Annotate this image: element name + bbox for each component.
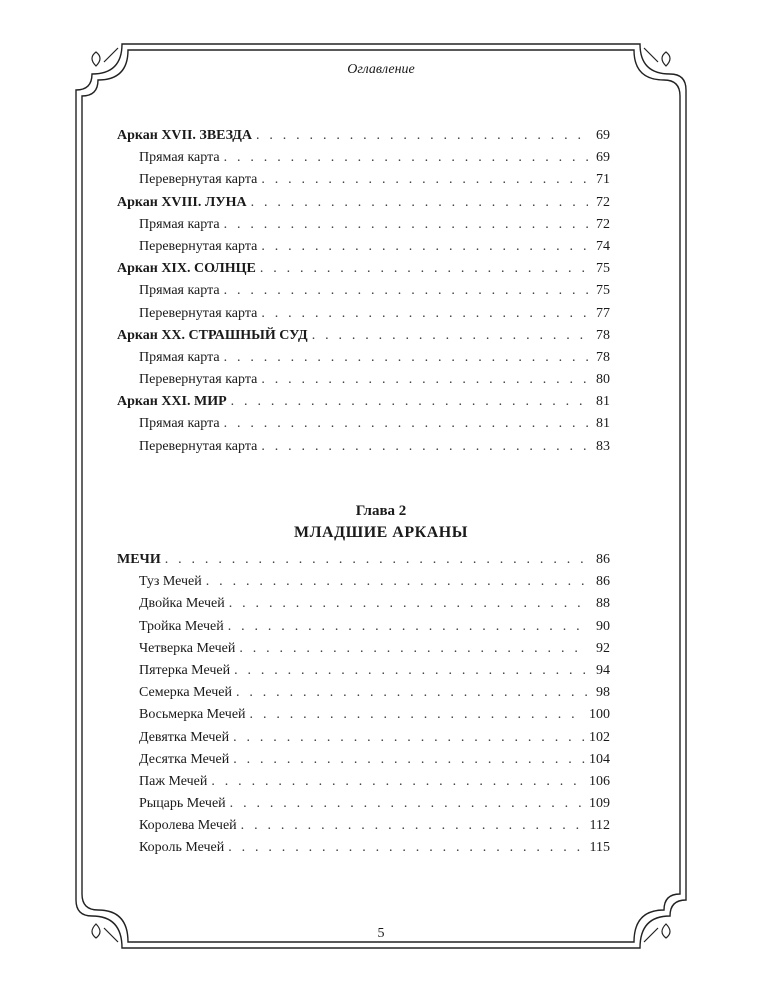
dot-leader [165,552,588,568]
toc-entry-sub [117,796,610,818]
running-header: Оглавление [347,62,415,77]
toc-entry-label: Прямая карта [139,349,220,365]
dot-leader [234,663,588,679]
dot-leader [236,685,588,701]
toc-entry-label: Королева Мечей [139,818,237,834]
chapter-heading [0,500,762,544]
chapter-number: Глава 2 [355,503,407,519]
toc-entry-label: Перевернутая карта [139,305,258,321]
toc-entry-sub [117,641,610,663]
toc-entry-label: Семерка Мечей [139,685,232,701]
toc-entry-label: Перевернутая карта [139,438,258,454]
toc-entry-label: Аркан XVII. ЗВЕЗДА [117,128,252,143]
toc-entry-sub [117,172,610,194]
toc-entry-sub [117,283,610,305]
toc-entry-main [117,195,610,217]
toc-entry-sub [117,239,610,261]
toc-entry-page: 71 [596,172,610,188]
toc-entry-label: Десятка Мечей [139,751,230,767]
toc-section-swords [117,552,610,863]
toc-entry-page: 77 [596,305,610,321]
toc-entry-sub [117,818,610,840]
toc-entry-sub [117,774,610,796]
dot-leader [224,350,588,366]
toc-entry-page: 94 [596,662,610,678]
dot-leader [233,752,585,768]
toc-entry-sub [117,619,610,641]
toc-entry-sub [117,730,610,752]
toc-entry-sub [117,707,610,729]
toc-entry-page: 81 [596,416,610,432]
dot-leader [251,195,588,211]
dot-leader [231,394,588,410]
toc-entry-label: МЕЧИ [117,552,161,567]
toc-entry-page: 78 [596,349,610,365]
dot-leader [241,818,586,834]
toc-entry-page: 69 [596,150,610,166]
toc-entry-label: Тройка Мечей [139,618,224,634]
toc-entry-label: Аркан XVIII. ЛУНА [117,194,247,210]
toc-entry-sub [117,596,610,618]
toc-entry-page: 102 [589,729,610,745]
toc-entry-label: Прямая карта [139,216,220,232]
toc-entry-sub [117,372,610,394]
toc-entry-page: 86 [596,574,610,590]
dot-leader [229,596,588,612]
toc-entry-page: 75 [596,283,610,299]
toc-entry-page: 98 [596,685,610,701]
dot-leader [261,372,588,388]
toc-entry-sub [117,416,610,438]
dot-leader [260,261,588,277]
toc-entry-label: Четверка Мечей [139,640,236,656]
toc-entry-main [117,261,610,283]
toc-entry-label: Король Мечей [139,840,225,856]
toc-entry-page: 86 [596,552,610,567]
dot-leader [224,217,588,233]
toc-entry-page: 72 [596,216,610,232]
toc-entry-page: 112 [589,818,610,834]
dot-leader [233,730,585,746]
dot-leader [261,239,588,255]
toc-entry-label: Паж Мечей [139,773,208,789]
toc-entry-label: Пятерка Мечей [139,662,231,678]
toc-entry-main [117,328,610,350]
toc-entry-page: 92 [596,640,610,656]
dot-leader [261,306,588,322]
toc-entry-label: Аркан XIX. СОЛНЦЕ [117,261,256,277]
dot-leader [224,416,588,432]
page-number: 5 [377,926,385,941]
toc-entry-sub [117,439,610,461]
toc-entry-label: Туз Мечей [139,574,202,590]
dot-leader [224,150,588,166]
toc-entry-page: 104 [589,751,610,767]
toc-entry-label: Прямая карта [139,416,220,432]
dot-leader [228,840,585,856]
dot-leader [250,707,585,723]
toc-entry-main [117,552,610,574]
toc-entry-page: 75 [596,261,610,277]
toc-entry-sub [117,350,610,372]
toc-entry-main [117,128,610,150]
toc-entry-page: 109 [589,796,610,812]
toc-entry-sub [117,217,610,239]
dot-leader [261,439,588,455]
dot-leader [312,328,588,344]
toc-entry-sub [117,840,610,862]
dot-leader [230,796,585,812]
toc-entry-sub [117,685,610,707]
toc-entry-label: Перевернутая карта [139,238,258,254]
toc-entry-label: Прямая карта [139,150,220,166]
toc-entry-page: 72 [596,194,610,210]
toc-entry-label: Аркан XXI. МИР [117,394,227,410]
toc-entry-page: 115 [589,840,610,856]
dot-leader [239,641,588,657]
toc-entry-sub [117,306,610,328]
toc-entry-label: Восьмерка Мечей [139,707,246,723]
toc-entry-page: 88 [596,596,610,612]
toc-entry-page: 81 [596,394,610,410]
toc-entry-sub [117,150,610,172]
dot-leader [228,619,588,635]
toc-entry-page: 74 [596,238,610,254]
toc-entry-page: 106 [589,773,610,789]
toc-entry-main [117,394,610,416]
toc-entry-label: Перевернутая карта [139,172,258,188]
toc-entry-label: Двойка Мечей [139,596,225,612]
toc-section-major-arcana [117,128,610,461]
toc-entry-page: 100 [589,707,610,723]
chapter-title: МЛАДШИЕ АРКАНЫ [294,524,468,541]
toc-entry-label: Перевернутая карта [139,372,258,388]
toc-entry-page: 78 [596,327,610,343]
toc-entry-label: Рыцарь Мечей [139,796,226,812]
dot-leader [211,774,585,790]
toc-entry-label: Девятка Мечей [139,729,230,745]
dot-leader [261,172,588,188]
dot-leader [224,283,588,299]
toc-entry-page: 90 [596,618,610,634]
toc-entry-sub [117,752,610,774]
toc-entry-page: 83 [596,438,610,454]
toc-entry-sub [117,574,610,596]
toc-entry-page: 69 [596,128,610,143]
toc-entry-page: 80 [596,372,610,388]
toc-entry-label: Аркан XX. СТРАШНЫЙ СУД [117,327,308,343]
toc-entry-sub [117,663,610,685]
dot-leader [256,128,588,144]
dot-leader [206,574,588,590]
toc-entry-label: Прямая карта [139,283,220,299]
